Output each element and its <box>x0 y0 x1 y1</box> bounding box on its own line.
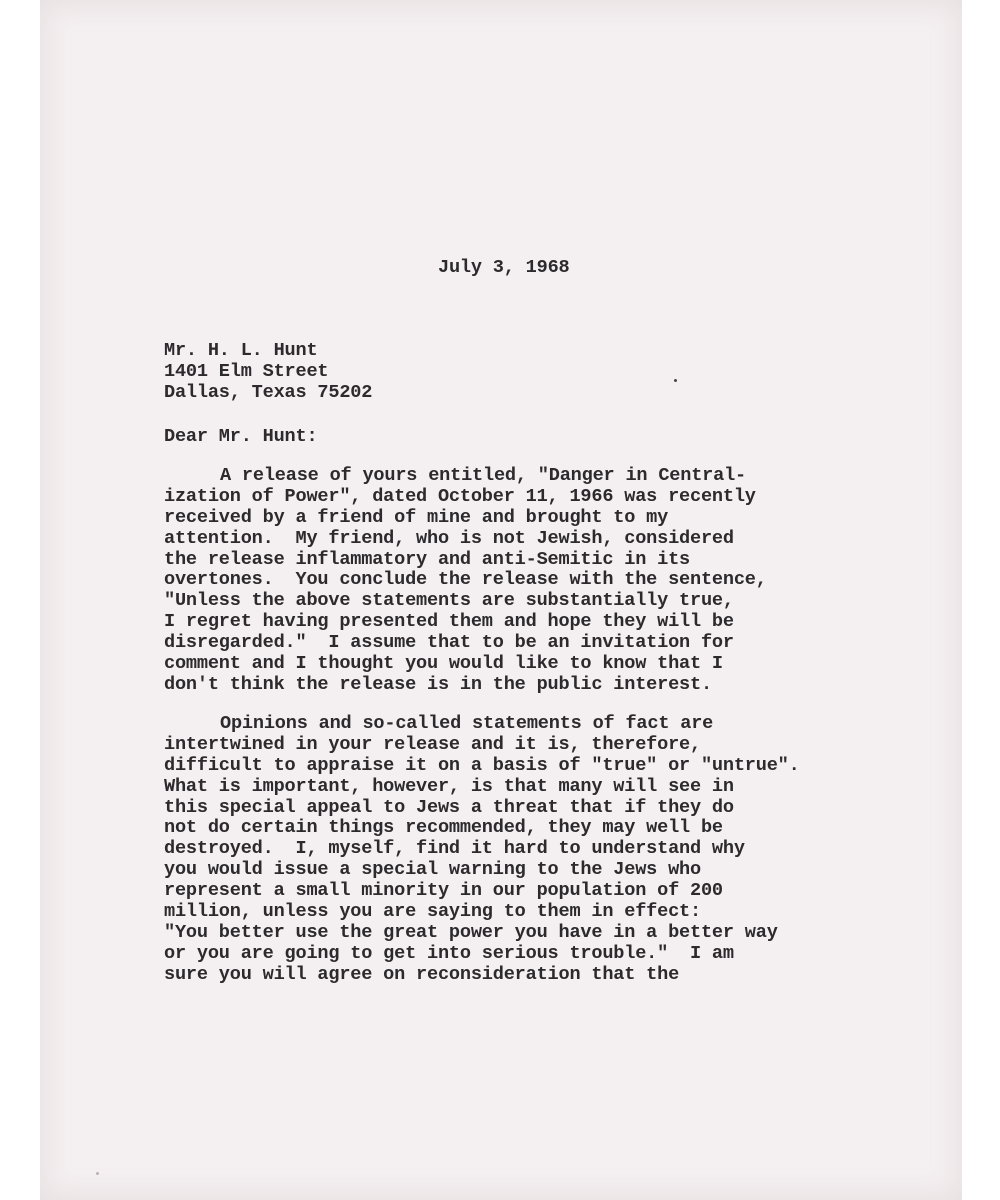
ink-speck <box>674 379 677 382</box>
paragraph-line: A release of yours entitled, "Danger in Central- <box>220 465 746 486</box>
paragraph-1 <box>164 466 767 696</box>
paragraph-line: the release inflammatory and anti-Semitic in its <box>164 548 690 570</box>
paragraph-line: represent a small minority in our population of 200 <box>164 880 723 902</box>
paragraph-line: not do certain things recommended, they may well be <box>164 817 723 839</box>
paragraph-line: ization of Power", dated October 11, 1966 was recently <box>164 485 756 507</box>
paragraph-line: difficult to appraise it on a basis of "true" or "untrue". <box>164 754 800 776</box>
paragraph-line: overtones. You conclude the release with the sentence, <box>164 569 767 591</box>
salutation: Dear Mr. Hunt: <box>164 426 318 447</box>
paragraph-line: received by a friend of mine and brought to my <box>164 506 669 528</box>
paragraph-line: this special appeal to Jews a threat that if they do <box>164 796 734 818</box>
paragraph-line: comment and I thought you would like to know that I <box>164 653 723 675</box>
recipient-city: Dallas, Texas 75202 <box>164 382 373 403</box>
paragraph-line: What is important, however, is that many will see in <box>164 775 734 797</box>
paragraph-line: don't think the release is in the public interest. <box>164 673 712 695</box>
paragraph-line: "Unless the above statements are substantially true, <box>164 590 734 612</box>
paragraph-line: destroyed. I, myself, find it hard to understand why <box>164 838 745 860</box>
letter-date: July 3, 1968 <box>438 257 570 278</box>
paragraph-line: attention. My friend, who is not Jewish, considered <box>164 527 734 549</box>
paragraph-line: you would issue a special warning to the Jews who <box>164 859 701 881</box>
recipient-name: Mr. H. L. Hunt <box>164 340 318 361</box>
paragraph-line: sure you will agree on reconsideration that the <box>164 963 680 985</box>
paragraph-line: intertwined in your release and it is, therefore, <box>164 733 701 755</box>
recipient-street: 1401 Elm Street <box>164 361 329 382</box>
paragraph-2 <box>164 714 800 986</box>
paragraph-line: I regret having presented them and hope they will be <box>164 611 734 633</box>
paragraph-line: Opinions and so-called statements of fact are <box>220 713 714 734</box>
ink-speck <box>96 1172 99 1175</box>
paragraph-line: million, unless you are saying to them in effect: <box>164 901 701 923</box>
paragraph-line: disregarded." I assume that to be an invitation for <box>164 632 734 654</box>
letter-page <box>40 0 962 1200</box>
paragraph-line: "You better use the great power you have in a better way <box>164 921 778 943</box>
paragraph-line: or you are going to get into serious trouble." I am <box>164 942 734 964</box>
